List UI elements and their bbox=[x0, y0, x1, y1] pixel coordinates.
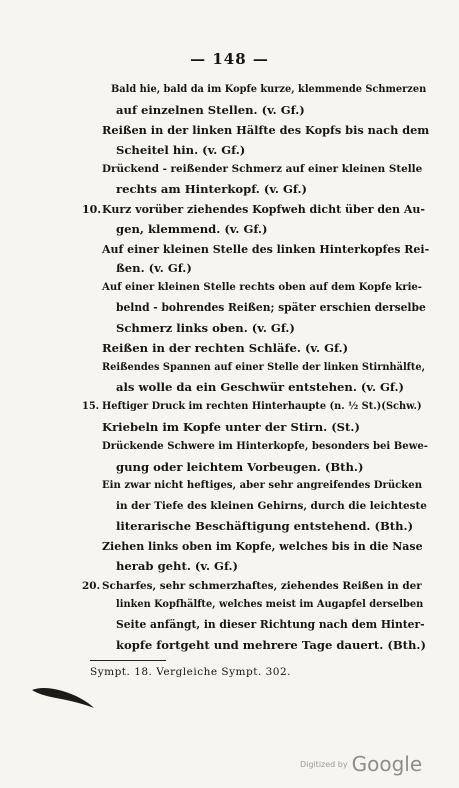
text-line: rechts am Hinterkopf. (v. Gf.) bbox=[116, 182, 307, 197]
text-line: Auf einer kleinen Stelle rechts oben auf dem Kopfe krie- bbox=[102, 282, 422, 294]
text-line: Ein zwar nicht heftiges, aber sehr angreifendes Drücken bbox=[102, 480, 423, 492]
text-line: Heftiger Druck im rechten Hinterhaupte (n. ½ St.)(Schw.) bbox=[102, 401, 422, 413]
ink-blot bbox=[28, 682, 98, 712]
watermark-small: Digitized by bbox=[300, 759, 348, 769]
entry-number: 20. bbox=[82, 579, 101, 592]
footnote-rule bbox=[90, 660, 166, 661]
text-line: in der Tiefe des kleinen Gehirns, durch die leichteste bbox=[116, 500, 427, 513]
google-logo: Google bbox=[351, 752, 423, 776]
text-line: Drückende Schwere im Hinterkopfe, besonders bei Bewe- bbox=[102, 440, 428, 452]
text-line: Auf einer kleinen Stelle des linken Hinterkopfes Rei- bbox=[102, 242, 430, 256]
text-line: linken Kopfhälfte, welches meist im Augapfel derselben bbox=[116, 599, 424, 611]
numbered-line bbox=[82, 581, 422, 591]
text-line: gen, klemmend. (v. Gf.) bbox=[116, 221, 268, 236]
entry-number: 15. bbox=[82, 401, 100, 413]
text-line: ßen. (v. Gf.) bbox=[116, 261, 192, 276]
text-line: Ziehen links oben im Kopfe, welches bis in die Nase bbox=[102, 539, 423, 553]
text-line: literarische Beschäftigung entstehend. (Bth.) bbox=[116, 519, 414, 534]
footnote: Sympt. 18. Vergleiche Sympt. 302. bbox=[90, 666, 292, 678]
text-line: herab geht. (v. Gf.) bbox=[116, 558, 239, 573]
text-line: Drückend - reißender Schmerz auf einer kleinen Stelle bbox=[102, 163, 423, 176]
digitized-watermark bbox=[300, 752, 422, 776]
text-line: Schmerz links oben. (v. Gf.) bbox=[116, 320, 295, 335]
text-line: als wolle da ein Geschwür entstehen. (v. Gf.) bbox=[116, 380, 405, 395]
text-line: belnd - bohrendes Reißen; später erschien derselbe bbox=[116, 301, 426, 314]
text-line: Reißen in der linken Hälfte des Kopfs bis nach dem bbox=[102, 122, 430, 137]
numbered-line bbox=[82, 204, 425, 215]
text-line: Bald hie, bald da im Kopfe kurze, klemmende Schmerzen bbox=[111, 84, 427, 95]
text-line: Seite anfängt, in dieser Richtung nach dem Hinter- bbox=[116, 618, 425, 632]
text-line: Kriebeln im Kopfe unter der Stirn. (St.) bbox=[102, 420, 360, 434]
text-line: Scharfes, sehr schmerzhaftes, ziehendes Reißen in der bbox=[102, 579, 422, 592]
text-line: Reißen in der rechten Schläfe. (v. Gf.) bbox=[102, 340, 349, 355]
entry-number: 10. bbox=[82, 202, 102, 216]
text-line: kopfe fortgeht und mehrere Tage dauert. (Bth.) bbox=[116, 638, 426, 652]
page-number: — 148 — bbox=[190, 50, 269, 68]
numbered-line bbox=[82, 402, 422, 412]
text-line: Reißendes Spannen auf einer Stelle der linken Stirnhälfte, bbox=[102, 361, 426, 373]
text-line: gung oder leichtem Vorbeugen. (Bth.) bbox=[116, 459, 364, 474]
text-line: Scheitel hin. (v. Gf.) bbox=[116, 142, 246, 157]
text-line: Kurz vorüber ziehendes Kopfweh dicht über den Au- bbox=[102, 202, 425, 216]
text-line: auf einzelnen Stellen. (v. Gf.) bbox=[116, 102, 305, 117]
